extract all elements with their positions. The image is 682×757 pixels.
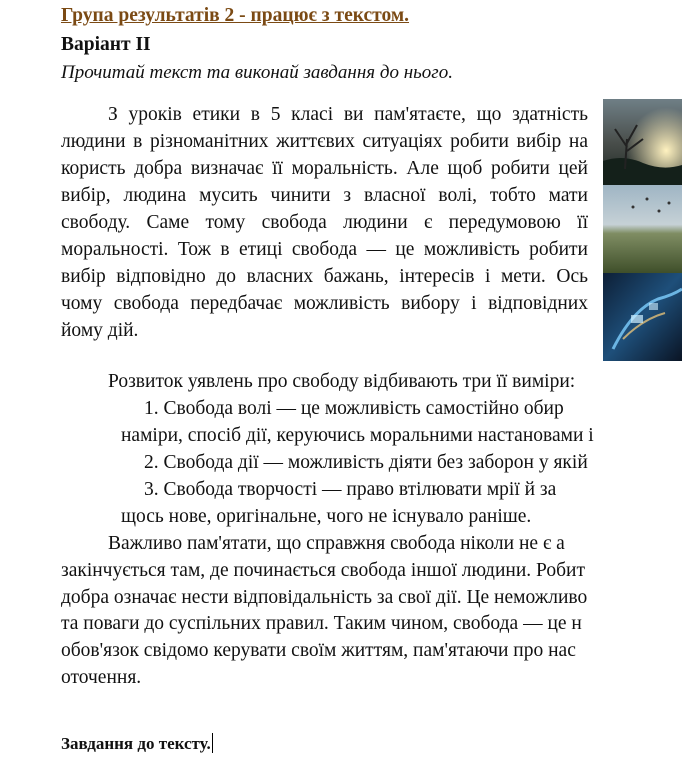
list-item-free-will: 1. Свобода волі — це можливість самостійно обир xyxy=(144,398,564,419)
paragraph-conclusion-line: оточення. xyxy=(61,667,142,688)
list-item-free-will-continued: наміри, спосіб дії, керуючись моральними настановами і xyxy=(121,425,594,446)
task-heading: Завдання до тексту. xyxy=(61,734,211,753)
illustration-image xyxy=(603,99,682,361)
task-heading-container[interactable] xyxy=(61,733,213,754)
paragraph-conclusion-line: закінчується там, де починається свобода іншої людини. Робит xyxy=(61,560,586,581)
list-item-creative-freedom-continued: щось нове, оригінальне, чого не існувало раніше. xyxy=(121,506,532,527)
paragraph-dimensions: Розвиток уявлень про свободу відбивають три її виміри: xyxy=(108,371,576,392)
list-item-creative-freedom: 3. Свобода творчості — право втілювати мрії й за xyxy=(144,479,557,500)
paragraph-intro: З уроків етики в 5 класі ви пам'ятаєте, що здатність людини в різноманітних життєвих ситуаціях робити вибір на користь добра визначає її моральність. Але щоб робити цей вибір, людина мусить чинити з власної волі, тобто мати свободу. Саме тому свобода людини є передумовою її моральності. Тож в етиці свобода — це можливість робити вибір відповідно до власних бажань, інтересів і мети. Ось чому свобода передбачає можливість вибору і відповідних йому дій. xyxy=(61,104,588,341)
paragraph-conclusion-line: добра означає нести відповідальність за свої дії. Це неможливо xyxy=(61,587,588,608)
paragraph-conclusion-line: Важливо пам'ятати, що справжня свобода ніколи не є а xyxy=(108,533,565,554)
text-cursor xyxy=(212,733,213,753)
paragraph-conclusion-line: обов'язок свідомо керувати своїм життям, пам'ятаючи про нас xyxy=(61,640,576,661)
variant-heading: Варіант ІІ xyxy=(61,34,151,55)
group-title: Група результатів 2 - працює з текстом. xyxy=(61,5,410,26)
instruction-text: Прочитай текст та виконай завдання до нього. xyxy=(61,62,453,83)
list-item-freedom-of-action: 2. Свобода дії — можливість діяти без заборон у якій xyxy=(144,452,588,473)
paragraph-conclusion-line: та поваги до суспільних правил. Таким чином, свобода — це н xyxy=(61,613,582,634)
